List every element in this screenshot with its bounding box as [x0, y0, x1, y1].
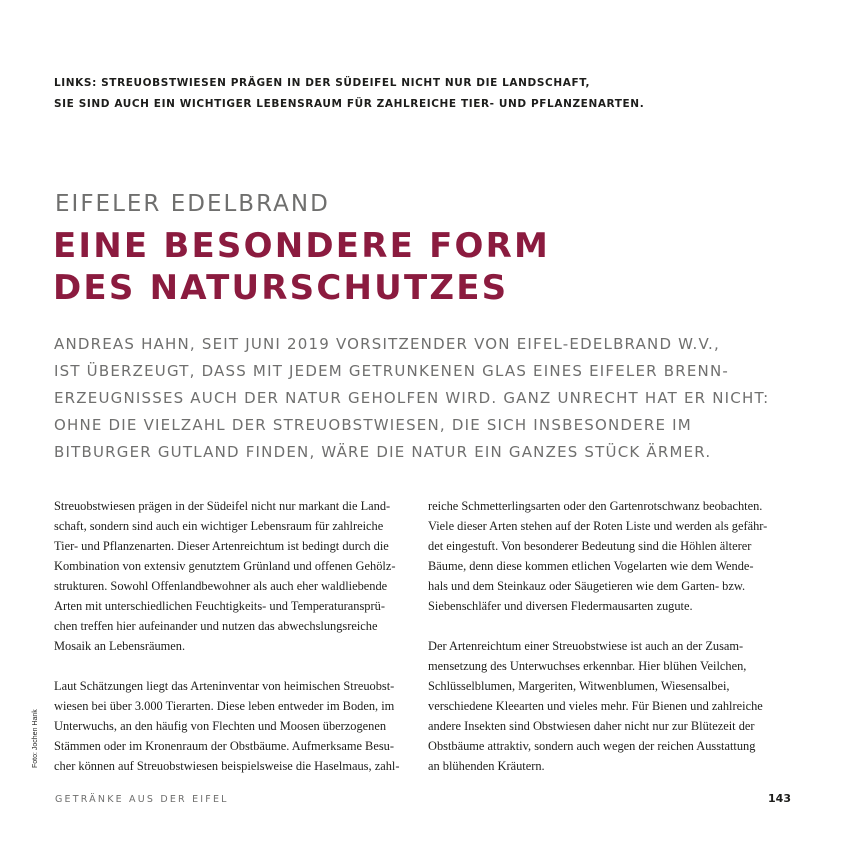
body-paragraph [428, 636, 793, 776]
headline-line: EINE BESONDERE FORM [53, 226, 551, 266]
body-line: Kombination von extensiv genutztem Grünland und offenen Gehölz- [54, 559, 396, 573]
body-paragraph [54, 496, 414, 656]
body-line: Stämmen oder im Kronenraum der Obstbäume. Aufmerksame Besu- [54, 739, 394, 753]
article-kicker: EIFELER EDELBRAND [55, 191, 330, 217]
body-column-right [428, 496, 793, 796]
body-line: Viele dieser Arten stehen auf der Roten Liste und werden als gefähr- [428, 519, 768, 533]
body-line: Laut Schätzungen liegt das Arteninventar von heimischen Streuobst- [54, 679, 395, 693]
body-line: Siebenschläfer und diversen Fledermausarten zugute. [428, 599, 693, 613]
body-line: Tier- und Pflanzenarten. Dieser Artenreichtum ist bedingt durch die [54, 539, 389, 553]
lead-line: ANDREAS HAHN, SEIT JUNI 2019 VORSITZENDER VON EIFEL-EDELBRAND W.V., [54, 335, 720, 353]
body-line: Der Artenreichtum einer Streuobstwiese ist auch an der Zusam- [428, 639, 744, 653]
body-line: Obstbäume attraktiv, sondern auch wegen der reichen Ausstattung [428, 739, 756, 753]
footer-section-title: GETRÄNKE AUS DER EIFEL [55, 794, 229, 805]
headline-line: DES NATURSCHUTZES [53, 268, 509, 308]
body-line: chen treffen hier aufeinander und nutzen das abwechslungsreiche [54, 619, 378, 633]
article-lead [54, 331, 769, 466]
body-line: hals und dem Steinkauz oder Säugetieren wie dem Garten- bzw. [428, 579, 746, 593]
lead-line: IST ÜBERZEUGT, DASS MIT JEDEM GETRUNKENEN GLAS EINES EIFELER BRENN- [54, 362, 729, 380]
caption-line: LINKS: STREUOBSTWIESEN PRÄGEN IN DER SÜDEIFEL NICHT NUR DIE LANDSCHAFT, [54, 77, 591, 89]
page-number: 143 [768, 792, 791, 805]
body-line: wiesen bei über 3.000 Tierarten. Diese leben entweder im Boden, im [54, 699, 395, 713]
body-line: Mosaik an Lebensräumen. [54, 639, 186, 653]
body-line: strukturen. Sowohl Offenlandbewohner als auch eher waldliebende [54, 579, 388, 593]
lead-line: BITBURGER GUTLAND FINDEN, WÄRE DIE NATUR EIN GANZES STÜCK ÄRMER. [54, 443, 712, 461]
photo-credit: Foto: Jochen Hank [32, 709, 39, 768]
body-line: an blühenden Kräutern. [428, 759, 545, 773]
body-line: Streuobstwiesen prägen in der Südeifel nicht nur markant die Land- [54, 499, 391, 513]
body-line: Arten mit unterschiedlichen Feuchtigkeits- und Temperaturansprü- [54, 599, 385, 613]
body-paragraph [428, 496, 793, 616]
body-line: cher können auf Streuobstwiesen beispielsweise die Haselmaus, zahl- [54, 759, 400, 773]
body-line: schaft, sondern sind auch ein wichtiger Lebensraum für zahlreiche [54, 519, 384, 533]
body-line: Schlüsselblumen, Margeriten, Witwenblumen, Wiesensalbei, [428, 679, 730, 693]
body-line: andere Insekten sind Obstwiesen daher nicht nur zur Blütezeit der [428, 719, 755, 733]
caption-line: SIE SIND AUCH EIN WICHTIGER LEBENSRAUM FÜR ZAHLREICHE TIER- UND PFLANZENARTEN. [54, 98, 645, 110]
body-line: Bäume, denn diese kommen etlichen Vogelarten wie dem Wende- [428, 559, 754, 573]
lead-line: ERZEUGNISSES AUCH DER NATUR GEHOLFEN WIRD. GANZ UNRECHT HAT ER NICHT: [54, 389, 770, 407]
body-line: reiche Schmetterlingsarten oder den Gartenrotschwanz beobachten. [428, 499, 763, 513]
body-line: det eingestuft. Von besonderer Bedeutung sind die Höhlen älterer [428, 539, 752, 553]
body-column-left [54, 496, 414, 796]
body-line: mensetzung des Unterwuchses erkennbar. Hier blühen Veilchen, [428, 659, 747, 673]
lead-line: OHNE DIE VIELZAHL DER STREUOBSTWIESEN, DIE SICH INSBESONDERE IM [54, 416, 692, 434]
body-paragraph [54, 676, 414, 776]
photo-caption [54, 73, 754, 115]
body-line: verschiedene Kleearten und vieles mehr. Für Bienen und zahlreiche [428, 699, 763, 713]
body-line: Unterwuchs, an den häufig von Flechten und Moosen überzogenen [54, 719, 387, 733]
article-headline [53, 225, 550, 309]
